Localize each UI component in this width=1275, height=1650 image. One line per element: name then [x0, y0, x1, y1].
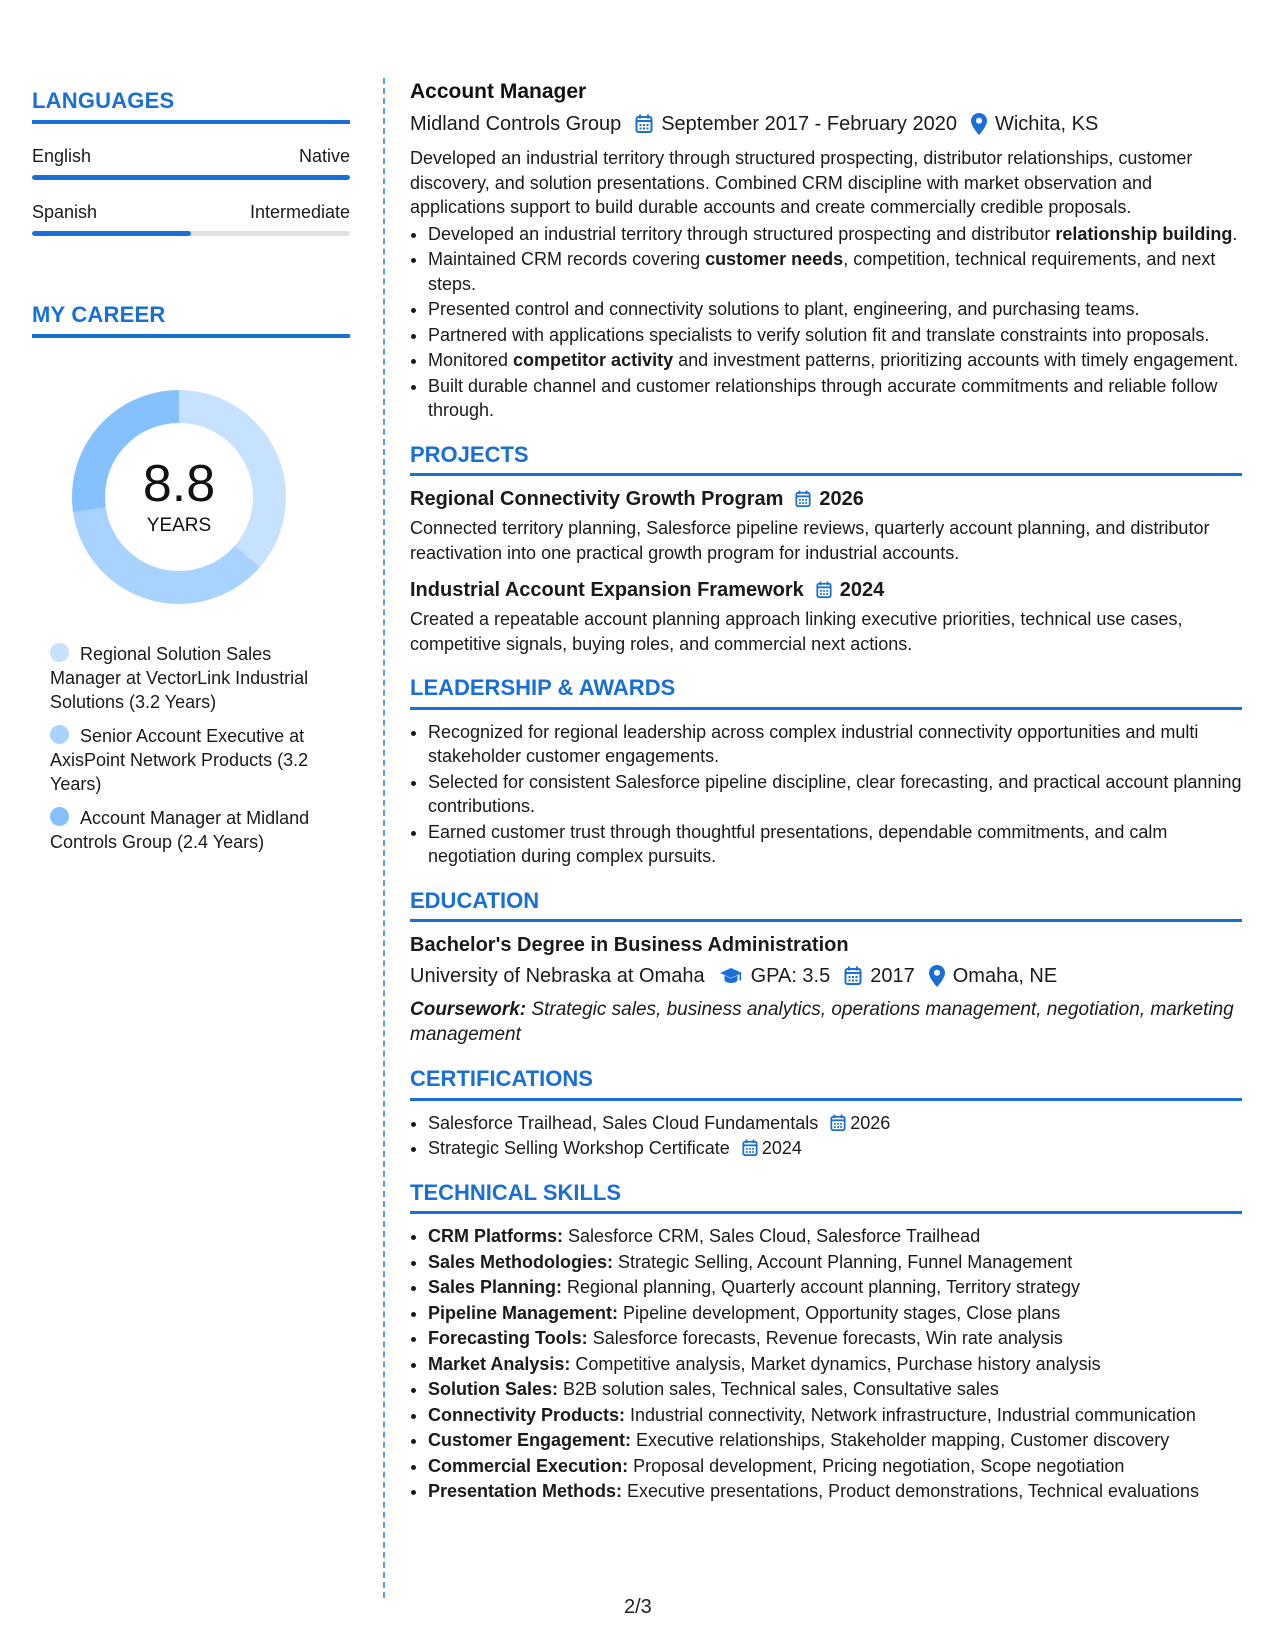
legend-label: Regional Solution Sales Manager at VectorLink Industrial Solutions (3.2 Years): [50, 644, 309, 712]
column-divider: [383, 78, 385, 1598]
legend-dot: [50, 725, 69, 744]
leadership-title: LEADERSHIP & AWARDS: [410, 676, 1242, 710]
career-total-unit: YEARS: [146, 515, 212, 536]
calendar-icon: [635, 114, 653, 134]
career-legend-item: [50, 724, 340, 796]
calendar-icon: [844, 966, 862, 986]
skill-item: • Sales Planning: Regional planning, Quarterly account planning, Territory strategy: [428, 1275, 1242, 1300]
coursework-text: Strategic sales, business analytics, operations management, negotiation, marketing management: [410, 999, 1234, 1045]
skill-item: • Pipeline Management: Pipeline development, Opportunity stages, Close plans: [428, 1301, 1242, 1326]
certifications-title: CERTIFICATIONS: [410, 1067, 1242, 1101]
experience-entry: [410, 78, 1242, 423]
calendar-icon: [830, 1114, 846, 1132]
language-bar: [32, 175, 350, 180]
graduation-year: 2017: [870, 965, 915, 987]
project-item: [410, 577, 1242, 656]
calendar-icon: [795, 490, 811, 508]
leadership-item: • Earned customer trust through thoughtful presentations, dependable commitments, and calm negotiation during complex pursuits.: [428, 820, 1242, 869]
project-name: Industrial Account Expansion Framework: [410, 579, 804, 601]
coursework: [410, 998, 1242, 1047]
legend-dot: [50, 807, 69, 826]
legend-label: Senior Account Executive at AxisPoint Network Products (3.2 Years): [50, 726, 309, 794]
skill-item: • Sales Methodologies: Strategic Selling, Account Planning, Funnel Management: [428, 1250, 1242, 1275]
company-name: Midland Controls Group: [410, 113, 622, 135]
skill-item: • CRM Platforms: Salesforce CRM, Sales Cloud, Salesforce Trailhead: [428, 1224, 1242, 1249]
skill-item: • Solution Sales: B2B solution sales, Technical sales, Consultative sales: [428, 1377, 1242, 1402]
job-summary: Developed an industrial territory through structured prospecting, distributor relationships, customer discovery, and solution presentations. Combined CRM discipline with market observation and applications support to build durable accounts and create commercially credible proposals.: [410, 148, 1193, 217]
gpa: GPA: 3.5: [750, 965, 831, 987]
job-bullet: • Partnered with applications specialists to verify solution fit and translate constraints into proposals.: [428, 323, 1242, 348]
skill-item: • Customer Engagement: Executive relationships, Stakeholder mapping, Customer discovery: [428, 1428, 1242, 1453]
sidebar: [32, 88, 350, 864]
certifications-list: [410, 1111, 1242, 1161]
job-meta: [410, 110, 1242, 138]
job-dates: September 2017 - February 2020: [661, 113, 957, 135]
school-name: University of Nebraska at Omaha: [410, 965, 705, 987]
career-legend-item: [50, 642, 340, 714]
project-year: 2026: [819, 488, 864, 510]
language-item: [32, 146, 350, 180]
language-name: English: [32, 146, 92, 166]
certification-name: • Salesforce Trailhead, Sales Cloud Fundamentals: [428, 1112, 819, 1133]
school-location: Omaha, NE: [952, 965, 1058, 987]
languages-title: LANGUAGES: [32, 88, 350, 124]
project-name: Regional Connectivity Growth Program: [410, 488, 784, 510]
projects-title: PROJECTS: [410, 443, 1242, 477]
job-bullet: • Developed an industrial territory through structured prospecting and distributor relationship building.: [428, 222, 1242, 247]
skill-item: • Presentation Methods: Executive presentations, Product demonstrations, Technical evaluations: [428, 1479, 1242, 1504]
calendar-icon: [816, 581, 832, 599]
job-bullet: • Built durable channel and customer relationships through accurate commitments and reliable follow through.: [428, 374, 1242, 423]
legend-dot: [50, 643, 69, 662]
certification-year: 2026: [850, 1112, 891, 1133]
leadership-item: • Recognized for regional leadership across complex industrial connectivity opportunities and multi stakeholder customer engagements.: [428, 720, 1242, 769]
job-location: Wichita, KS: [994, 113, 1099, 135]
career-legend: [50, 642, 340, 854]
leadership-list: [410, 720, 1242, 869]
skills-title: TECHNICAL SKILLS: [410, 1181, 1242, 1215]
graduation-cap-icon: [719, 967, 743, 985]
location-pin-icon: [971, 113, 987, 135]
job-bullets: [410, 222, 1242, 423]
career-legend-item: [50, 806, 340, 854]
page-number: 2/3: [624, 1596, 652, 1618]
language-level: Intermediate: [249, 202, 350, 222]
coursework-label: Coursework:: [410, 999, 527, 1020]
career-title: MY CAREER: [32, 302, 350, 338]
certification-name: • Strategic Selling Workshop Certificate: [428, 1138, 730, 1158]
job-bullet: • Monitored competitor activity and investment patterns, prioritizing accounts with timely engagement.: [428, 348, 1242, 373]
job-title: Account Manager: [410, 80, 587, 103]
career-total-years: 8.8: [142, 455, 216, 513]
skill-item: • Market Analysis: Competitive analysis, Market dynamics, Purchase history analysis: [428, 1352, 1242, 1377]
language-item: [32, 202, 350, 236]
leadership-item: • Selected for consistent Salesforce pipeline discipline, clear forecasting, and practical account planning contributions.: [428, 770, 1242, 819]
education-entry: [410, 932, 1242, 1047]
job-bullet: • Presented control and connectivity solutions to plant, engineering, and purchasing teams.: [428, 297, 1242, 322]
education-meta: [410, 962, 1242, 990]
career-donut-chart: [64, 382, 294, 612]
degree: Bachelor's Degree in Business Administration: [410, 934, 849, 956]
skill-item: • Connectivity Products: Industrial connectivity, Network infrastructure, Industrial communication: [428, 1403, 1242, 1428]
project-item: [410, 486, 1242, 565]
certification-item: [428, 1111, 1242, 1136]
location-pin-icon: [929, 965, 945, 987]
job-bullet: • Maintained CRM records covering customer needs, competition, technical requirements, and next steps.: [428, 247, 1242, 296]
project-desc: Connected territory planning, Salesforce pipeline reviews, quarterly account planning, and distributor reactivation into one practical growth program for industrial accounts.: [410, 518, 1210, 563]
calendar-icon: [742, 1139, 758, 1157]
legend-label: Account Manager at Midland Controls Group (2.4 Years): [50, 808, 310, 852]
main-content: [410, 78, 1242, 1505]
language-name: Spanish: [32, 202, 98, 222]
skill-item: • Commercial Execution: Proposal development, Pricing negotiation, Scope negotiation: [428, 1454, 1242, 1479]
language-bar: [32, 231, 350, 236]
project-desc: Created a repeatable account planning approach linking executive priorities, technical use cases, competitive signals, buying roles, and commercial next actions.: [410, 609, 1183, 654]
certification-item: [428, 1136, 1242, 1161]
project-year: 2024: [839, 579, 885, 601]
skill-item: • Forecasting Tools: Salesforce forecasts, Revenue forecasts, Win rate analysis: [428, 1326, 1242, 1351]
education-title: EDUCATION: [410, 889, 1242, 923]
language-level: Native: [298, 146, 350, 166]
certification-year: 2024: [761, 1138, 802, 1158]
skills-list: [410, 1224, 1242, 1504]
